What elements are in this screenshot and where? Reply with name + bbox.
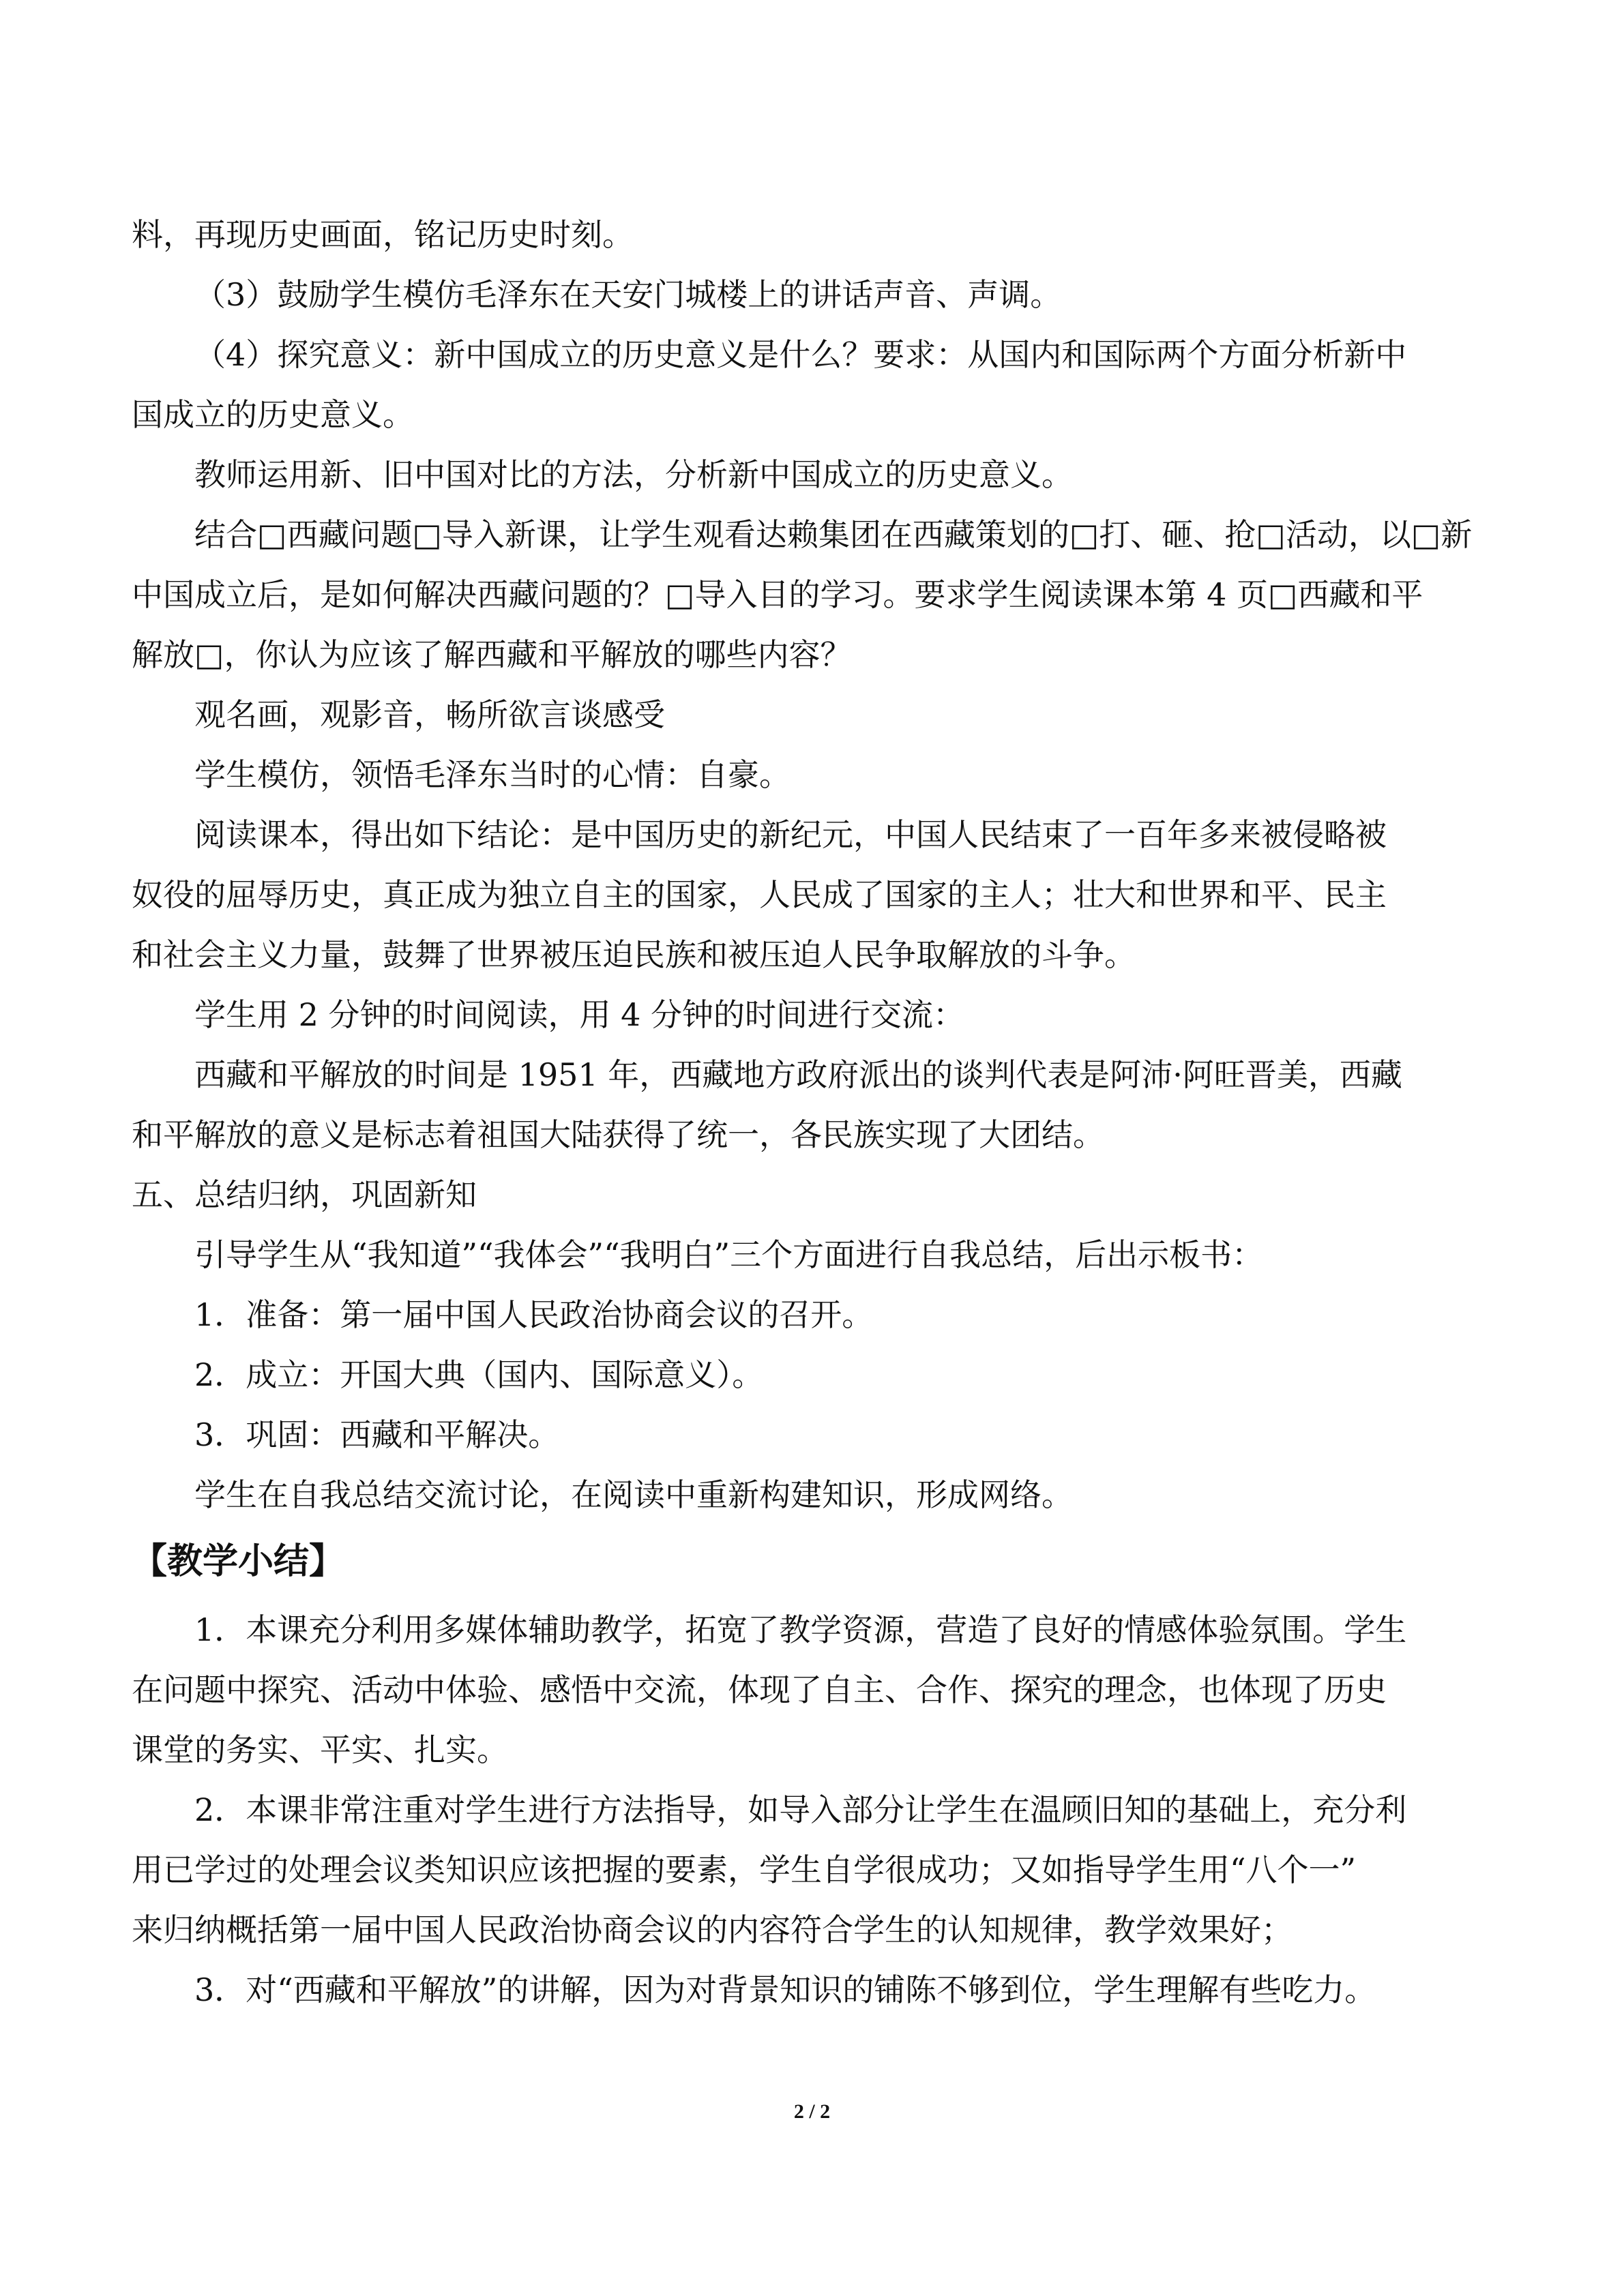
text-line: 结合□西藏问题□导入新课，让学生观看达赖集团在西藏策划的□打、砸、抢□活动，以□新 xyxy=(194,516,1473,553)
text-line: 课堂的务实、平实、扎实。 xyxy=(132,1731,508,1768)
text-line: 教师运用新、旧中国对比的方法，分析新中国成立的历史意义。 xyxy=(194,456,1073,493)
page-number: 2 / 2 xyxy=(793,2100,831,2123)
summary-text xyxy=(132,1600,1482,2020)
text-line: 中国成立后，是如何解决西藏问题的？□导入目的学习。要求学生阅读课本第 4 页□西藏和平 xyxy=(132,576,1423,613)
text-line: 学生用 2 分钟的时间阅读，用 4 分钟的时间进行交流： xyxy=(194,996,965,1033)
text-line: 国成立的历史意义。 xyxy=(132,396,414,433)
text-line: 五、总结归纳，巩固新知 xyxy=(132,1176,477,1213)
text-line: 用已学过的处理会议类知识应该把握的要素，学生自学很成功；又如指导学生用“八个一” xyxy=(132,1851,1357,1888)
text-line: 学生在自我总结交流讨论，在阅读中重新构建知识，形成网络。 xyxy=(194,1476,1073,1513)
text-line: 3．巩固：西藏和平解决。 xyxy=(194,1416,560,1453)
text-line: （3）鼓励学生模仿毛泽东在天安门城楼上的讲话声音、声调。 xyxy=(194,276,1062,313)
text-line: 引导学生从“我知道”“我体会”“我明白”三个方面进行自我总结，后出示板书： xyxy=(194,1236,1264,1273)
document-page xyxy=(132,205,1482,2020)
text-line: 2．本课非常注重对学生进行方法指导，如导入部分让学生在温顾旧知的基础上，充分利 xyxy=(194,1791,1407,1828)
summary-heading: 【教学小结】 xyxy=(132,1541,345,1582)
text-line: 西藏和平解放的时间是 1951 年，西藏地方政府派出的谈判代表是阿沛·阿旺晋美，西藏 xyxy=(194,1056,1402,1093)
body-text xyxy=(132,205,1482,1525)
text-line: 料，再现历史画面，铭记历史时刻。 xyxy=(132,216,634,253)
text-line: 和平解放的意义是标志着祖国大陆获得了统一，各民族实现了大团结。 xyxy=(132,1116,1104,1153)
text-line: 2．成立：开国大典（国内、国际意义）。 xyxy=(194,1356,764,1393)
text-line: 学生模仿，领悟毛泽东当时的心情：自豪。 xyxy=(194,756,791,793)
text-line: 观名画，观影音，畅所欲言谈感受 xyxy=(194,696,665,733)
text-line: 解放□，你认为应该了解西藏和平解放的哪些内容？ xyxy=(132,636,852,673)
text-line: 在问题中探究、活动中体验、感悟中交流，体现了自主、合作、探究的理念，也体现了历史 xyxy=(132,1671,1387,1708)
text-line: 奴役的屈辱历史，真正成为独立自主的国家，人民成了国家的主人；壮大和世界和平、民主 xyxy=(132,876,1387,913)
text-line: 和社会主义力量，鼓舞了世界被压迫民族和被压迫人民争取解放的斗争。 xyxy=(132,936,1136,973)
text-line: 来归纳概括第一届中国人民政治协商会议的内容符合学生的认知规律，教学效果好； xyxy=(132,1911,1293,1948)
text-line: 1．本课充分利用多媒体辅助教学，拓宽了教学资源，营造了良好的情感体验氛围。学生 xyxy=(194,1611,1407,1648)
text-line: 阅读课本，得出如下结论：是中国历史的新纪元，中国人民结束了一百年多来被侵略被 xyxy=(194,816,1387,853)
text-line: 1．准备：第一届中国人民政治协商会议的召开。 xyxy=(194,1296,874,1333)
text-line: （4）探究意义：新中国成立的历史意义是什么？要求：从国内和国际两个方面分析新中 xyxy=(194,336,1407,373)
text-line: 3．对“西藏和平解放”的讲解，因为对背景知识的铺陈不够到位，学生理解有些吃力。 xyxy=(194,1971,1376,2008)
